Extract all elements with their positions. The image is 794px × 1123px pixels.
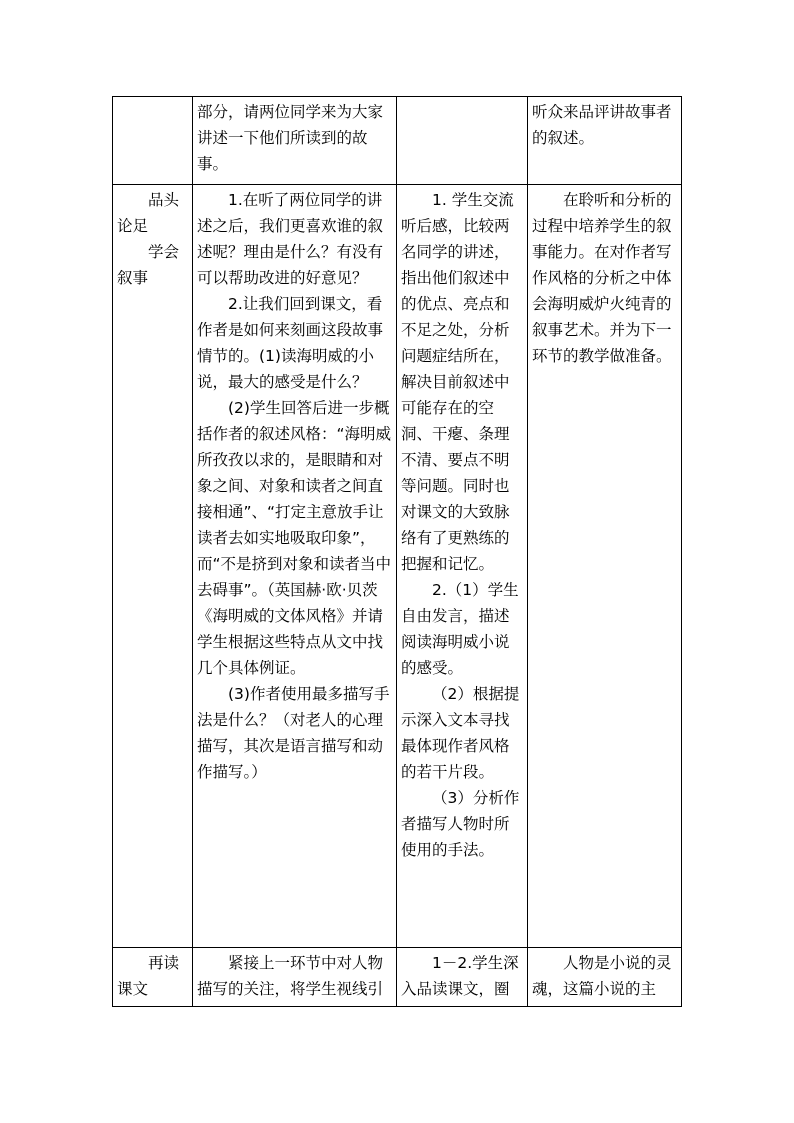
teacher-activity-cell [193, 948, 397, 1007]
design-purpose-cell [528, 97, 682, 185]
cell-paragraph: 2.（1）学生自由发言，描述阅读海明威小说的感受。 [401, 581, 519, 677]
cell-paragraph: 2.让我们回到课文，看作者是如何来刻画这段故事情节的。(1)读海明威的小说，最大的感受是什么？ [197, 295, 384, 391]
cell-paragraph: 人物是小说的灵魂，这篇小说的主 [532, 954, 672, 998]
student-activity-cell [397, 97, 528, 185]
cell-paragraph: 1－2.学生深入品读课文，圈 [401, 954, 519, 998]
student-activity-cell [397, 948, 528, 1007]
stage-label: 再读课文 [117, 954, 180, 998]
cell-paragraph: 1.在听了两位同学的讲述之后，我们更喜欢谁的叙述呢？理由是什么？有没有可以帮助改进的好意见？ [197, 191, 384, 287]
stage-label: 品头论足 [117, 191, 180, 235]
table-row [113, 948, 682, 1007]
design-purpose-cell [528, 185, 682, 948]
cell-paragraph: （2）根据提示深入文本寻找最体现作者风格的若干片段。 [401, 685, 520, 781]
cell-paragraph: 紧接上一环节中对人物描写的关注，将学生视线引 [197, 954, 384, 998]
cell-paragraph: 在聆听和分析的过程中培养学生的叙事能力。在对作者写作风格的分析之中体会海明威炉火纯青的叙事艺术。并为下一环节的教学做准备。 [532, 191, 672, 365]
design-purpose-cell [528, 948, 682, 1007]
student-activity-cell [397, 185, 528, 948]
table-row [113, 185, 682, 948]
stage-cell [113, 185, 193, 948]
stage-label: 学会叙事 [117, 243, 180, 287]
teacher-activity-cell [193, 97, 397, 185]
cell-paragraph: 听众来品评讲故事者的叙述。 [532, 103, 672, 147]
cell-paragraph: (3)作者使用最多描写手法是什么？（对老人的心理描写，其次是语言描写和动作描写。） [197, 685, 390, 781]
stage-cell [113, 948, 193, 1007]
cell-paragraph: （3）分析作者描写人物时所使用的手法。 [401, 789, 520, 859]
cell-paragraph: (2)学生回答后进一步概括作者的叙述风格：“海明威所孜孜以求的，是眼睛和对象之间、对象和读者之间直接相通”、“打定主意放手让读者去如实地吸取印象”，而“不是挤到对象和读者当中去碍事”。（英国赫·欧·贝茨《海明威的文体风格》并请学生根据这些特点从文中找几个具体例证。 [197, 399, 392, 677]
stage-cell [113, 97, 193, 185]
table-row [113, 97, 682, 185]
lesson-plan-table [112, 96, 682, 1007]
cell-paragraph: 1. 学生交流听后感，比较两名同学的讲述，指出他们叙述中的优点、亮点和不足之处，分析问题症结所在，解决目前叙述中可能存在的空洞、干瘪、条理不清、要点不明等问题。同时也对课文的大致脉络有了更熟练的把握和记忆。 [401, 191, 514, 573]
teacher-activity-cell [193, 185, 397, 948]
cell-paragraph: 部分，请两位同学来为大家讲述一下他们所读到的故事。 [197, 103, 384, 173]
